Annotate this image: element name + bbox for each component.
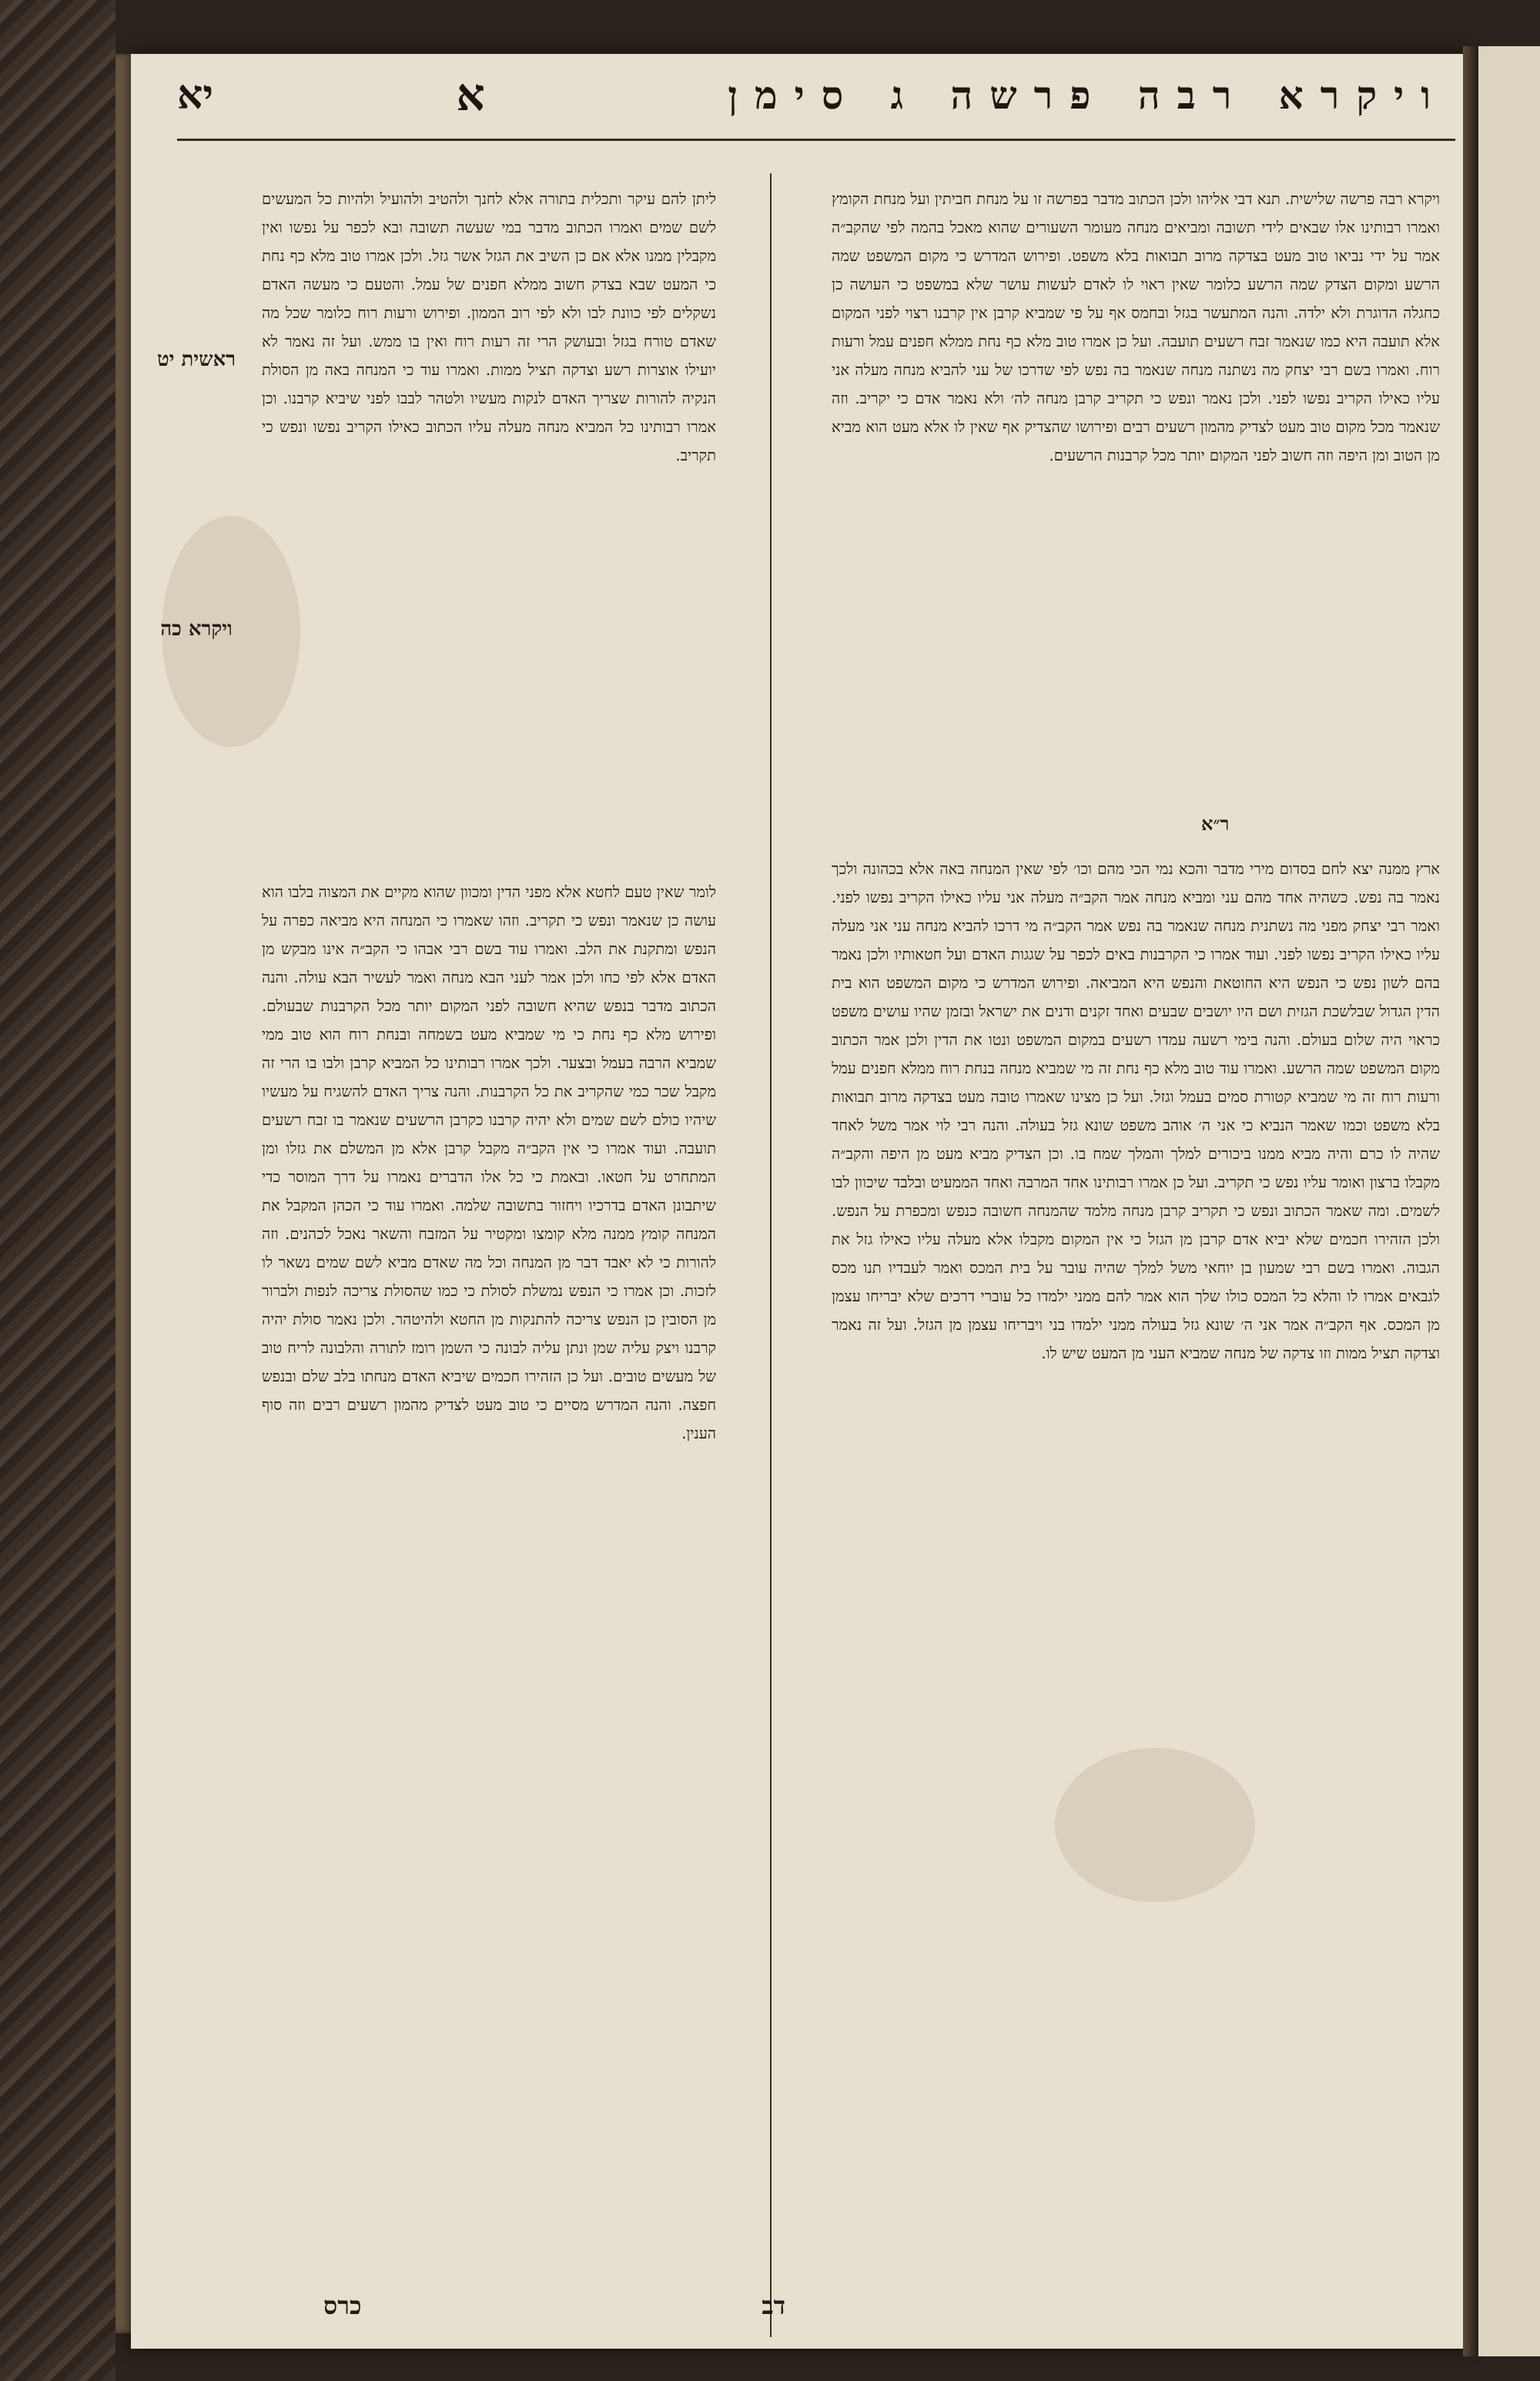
right-column-top: ויקרא רבה פרשה שלישית. תנא דבי אליהו ולכן הכתוב מדבר בפרשה זו על מנחת חביתין ועל מנחת הקומץ ואמרו רבותינו אלו שבאים לידי תשובה ומביאים מנחה מעומר השעורים שהוא מאכל בהמה לפי שהקב״ה אמר על ידי נביאו טוב מעט בצדקה מרוב תבואות בלא משפט. ופירוש המדרש כי מקום המשפט שמה הרשע ומקום הצדק שמה הרשע כלומר שאין ראוי לו לאדם לעשות עושר שלא במשפט כי העושה כן כחגלה הדוגרת ולא ילדה. והנה המתעשר בגזל ובחמס אף על פי שמביא קרבן אין קרבנו רצוי לפני המקום אלא תועבה היא כמו שנאמר זבח רשעים תועבה. ועל כן אמרו טוב מלא כף נחת ממלא חפנים עמל ורעות רוח. ואמרו בשם רבי יצחק מה נשתנה מנחה שנאמר בה נפש לפי שדרכו של עני להביא מנחה מעלה אני עליו כאילו הקריב נפשו לפני. ולכן נאמר ונפש כי תקריב קרבן מנחה לה׳ ולא נאמר אדם כי יקריב. וזה שנאמר מכל מקום טוב מעט לצדיק מהמון רשעים רבים ופירושו שהצדיק אף שאין לו אלא מעט הוא מביא מן הטוב ומן היפה וזה חשוב לפני המקום יותר מכל קרבנות הרשעים. (832, 190, 1440, 464)
column-divider (770, 173, 772, 2337)
left-column-top: ליתן להם עיקר ותכלית בתורה אלא לחנך ולהטיב ולהועיל ולהיות כל המעשים לשם שמים ואמרו הכתוב מדבר במי שעשה תשובה ובא לכפר על נפשו ואין מקבלין ממנו אלא אם כן השיב את הגזל אשר גזל. ולכן אמרו טוב מלא כף נחת כי המעט שבא בצדק חשוב ממלא חפנים של עמל. והטעם כי מעשה האדם נשקלים לפי כוונת לבו ולא לפי רוב הממון. ופירוש ורעות רוח כלומר שכל מה שאדם טורח בגזל ובעושק הרי זה רעות רוח ואין בו ממש. ועל זה נאמר לא יועילו אוצרות רשע וצדקה תציל ממות. ואמרו עוד כי המנחה באה מן הסולת הנקיה להורות שצריך האדם לנקות מעשיו ולטהר לבבו לפני שיביא קרבנו. וכן אמרו רבותינו כל המביא מנחה מעלה עליו הכתוב כאילו הקריב נפשו ונפש כי תקריב. (262, 190, 716, 464)
header-rule (177, 139, 1455, 141)
page-number: יא (177, 71, 214, 119)
section-marker: ר״א (1201, 812, 1230, 835)
right-column-bottom: ארץ ממנה יצא לחם בסדום מירי מדבר והכא נמי הכי מהם וכו׳ לפי שאין המנחה באה אלא בכהונה ולכך נאמר בה נפש. כשהיה אחד מהם עני ומביא מנחה אמר הקב״ה מעלה אני עליו כאילו הקריב נפשו לפני. ואמר רבי יצחק מפני מה נשתנית מנחה שנאמר בה נפש אמר הקב״ה מי דרכו להביא מנחה עני אני מעלה עליו כאילו הקריב נפשו לפני. ועוד אמרו כי הקרבנות באים לכפר על שגגות האדם ועל חטאותיו ולכן נאמר בהם לשון נפש כי הנפש היא החוטאת והנפש היא המביאה. ופירוש המדרש כי מקום המשפט הוא בית הדין הגדול שבלשכת הגזית ושם היו יושבים שבעים ואחד זקנים ודנים את ישראל ובזמן שהיו עושים משפט כראוי היה שלום בעולם. והנה בימי רשעה עמדו רשעים במקום המשפט ונטו את הדין ולכן אמר הכתוב מקום המשפט שמה הרשע. ואמרו עוד טוב מלא כף נחת זה מי שמביא מנחה בנחת רוח ממלא חפנים עמל ורעות רוח זה מי שמביא קטורת סמים בעמל וגזל. ועל כן מצינו שאמרו טובה מעט בצדקה מרוב תבואות בלא משפט וכמו שאמר הנביא כי אני ה׳ אוהב משפט שונא גזל בעולה. והנה רבי לוי אמר משל לאחד שהיה לו כרם והיה מביא ממנו ביכורים למלך והמלך שמח בו. וכן הצדיק מביא מעט מן היפה והקב״ה מקבלו ברצון ואומר עליו נפש כי תקריב. ועל כן אמרו רבותינו אחד המרבה ואחד הממעיט ובלבד שיכוון לבו לשמים. ומה שאמר הכתוב ונפש כי תקריב קרבן מנחה מלמד שהמנחה חשובה כנפש ומכפרת על הנפש. ולכן הזהירו חכמים שלא יביא אדם קרבן מן הגזל כי אין המקום מקבלו אלא מעלה עליו כאילו גזל את הגבוה. ואמרו בשם רבי שמעון בן יוחאי משל למלך שהיה עובר על בית המכס ואמר לעבדיו תנו מכס לגבאים אמרו לו והלא כל המכס כולו שלך הוא אמר להם ממני ילמדו כל עוברי דרכים שלא יבריחו עצמן מן המכס. אף הקב״ה אמר אני ה׳ שונא גזל בעולה ממני ילמדו בני ויבריחו עצמן מן הגזל. ועל זה נאמר וצדקה תציל ממות וזו צדקה של מנחה שמביא העני מן המעט שיש לו. (832, 860, 1440, 1362)
catchword: כרס (323, 2291, 362, 2320)
signature-line (323, 2291, 785, 2320)
running-head (177, 60, 1448, 129)
facing-page-edge (1478, 46, 1540, 2356)
running-head-title: ויקרא רבה פרשה ג סימן (728, 72, 1448, 118)
running-head-letter: א (456, 69, 485, 121)
page-gutter (1463, 46, 1480, 2356)
margin-note: ויקרא כה (160, 618, 233, 641)
left-column-bottom: לומר שאין טעם לחטא אלא מפני הדין ומכוון שהוא מקיים את המצוה בלבו הוא עושה כן שנאמר ונפש כי תקריב. וזהו שאמרו כי המנחה היא מביאה כפרה על הנפש ומתקנת את הלב. ואמרו עוד בשם רבי אבהו כי הקב״ה אינו מבקש מן האדם אלא לפי כחו ולכן אמר לעני הבא מנחה ואמר לעשיר הבא עולה. והנה הכתוב מדבר בנפש שהיא חשובה לפני המקום יותר מכל הקרבנות שבעולם. ופירוש מלא כף נחת כי מי שמביא מעט בשמחה ובנחת רוח הוא טוב ממי שמביא הרבה בעמל ובצער. ולכך אמרו רבותינו כל המביא קרבן ולבו בו הרי זה מקבל שכר כמי שהקריב את כל הקרבנות. והנה צריך האדם להשגיח על מעשיו שיהיו כולם לשם שמים ולא יהיה קרבנו כקרבן הרשעים שנאמר בו זבח רשעים תועבה. ועוד אמרו כי אין הקב״ה מקבל קרבן אלא מן המשלם את גזלו ומן המתחרט על חטאו. ובאמת כי כל אלו הדברים נאמרו על דרך המוסר כדי שיתבונן האדם בדרכיו ויחזור בתשובה שלמה. ואמרו עוד כי הכהן המקבל את המנחה קומץ ממנה מלא קומצו ומקטיר על המזבח והשאר נאכל לכהנים. וזה להורות כי לא יאבד דבר מן המנחה וכל מה שאדם מביא לשם שמים נשאר לו לזכות. וכן אמרו כי הנפש נמשלת לסולת כי כמו שהסולת צריכה לנפות ולברור מן הסובין כן הנפש צריכה להתנקות מן החטא ולהיטהר. ולכן נאמר סולת יהיה קרבנו ויצק עליה שמן ונתן עליה לבונה כי השמן רומז לתורה והלבונה לריח טוב של מעשים טובים. ועל כן הזהירו חכמים שיביא האדם מנחתו בלב שלם ובנפש חפצה. והנה המדרש מסיים כי טוב מעט לצדיק מהמון רשעים רבים וזה סוף הענין. (262, 883, 716, 1442)
book-cover-edge (0, 0, 116, 2381)
margin-note: ראשית יט (156, 348, 236, 371)
signature-mark: דב (762, 2291, 785, 2320)
